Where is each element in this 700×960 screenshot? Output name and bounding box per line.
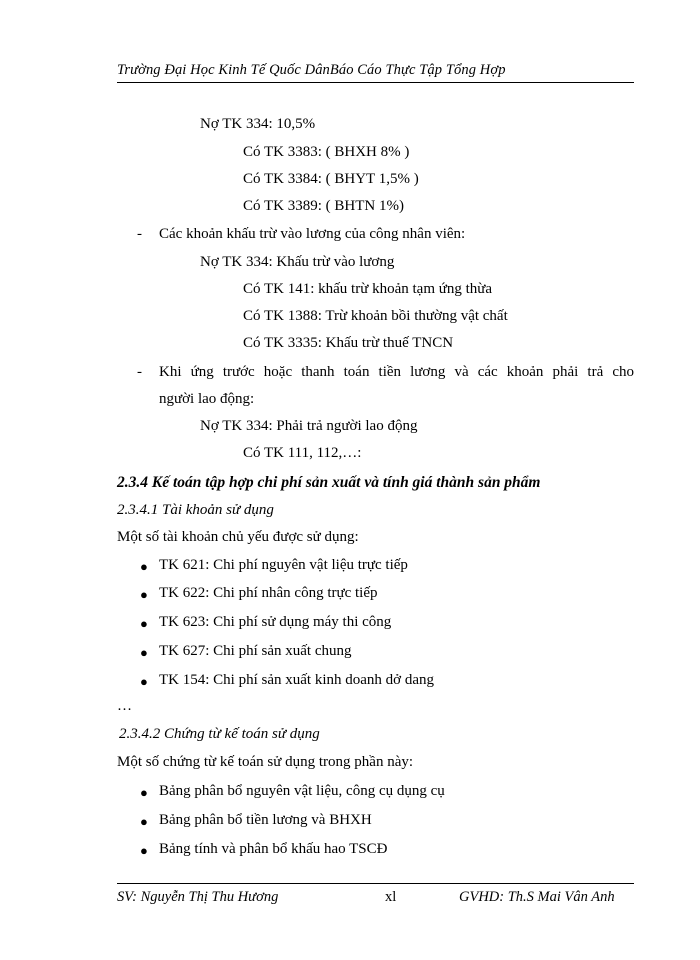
bullet-icon: ●	[140, 559, 148, 574]
item3-credit: Có TK 111, 112,…:	[243, 445, 362, 461]
footer-student: SV: Nguyễn Thị Thu Hương	[117, 889, 279, 905]
bullet-icon: ●	[140, 843, 148, 858]
bullet-icon: ●	[140, 785, 148, 800]
item2-dash: -	[137, 226, 142, 242]
bullet-icon: ●	[140, 616, 148, 631]
list-item: TK 154: Chi phí sản xuất kinh doanh dở dang	[159, 672, 434, 688]
list-item: Bảng phân bổ tiền lương và BHXH	[159, 812, 372, 828]
section-234-heading: 2.3.4 Kế toán tập hợp chi phí sản xuất và tính giá thành sản phẩm	[117, 474, 541, 491]
bullet-icon: ●	[140, 814, 148, 829]
section-2342-intro: Một số chứng từ kế toán sử dụng trong phần này:	[117, 754, 414, 770]
item3-line2: người lao động:	[159, 391, 255, 407]
bullet-icon: ●	[140, 674, 148, 689]
item2-debit: Nợ TK 334: Khấu trừ vào lương	[200, 254, 395, 270]
entry1-debit: Nợ TK 334: 10,5%	[200, 116, 316, 132]
footer-rule	[117, 883, 634, 884]
page-number: xl	[385, 889, 397, 905]
list-item: Bảng phân bổ nguyên vật liệu, công cụ dụng cụ	[159, 783, 445, 799]
ellipsis: …	[117, 698, 132, 714]
list-item: TK 623: Chi phí sử dụng máy thi công	[159, 614, 392, 630]
bullet-icon: ●	[140, 587, 148, 602]
entry1-credit-3: Có TK 3389: ( BHTN 1%)	[243, 198, 404, 214]
item2-credit-2: Có TK 1388: Trừ khoản bồi thường vật chất	[243, 308, 508, 324]
entry1-credit-1: Có TK 3383: ( BHXH 8% )	[243, 144, 410, 160]
footer-advisor: GVHD: Th.S Mai Vân Anh	[459, 889, 615, 905]
list-item: TK 627: Chi phí sản xuất chung	[159, 643, 352, 659]
section-2341-heading: 2.3.4.1 Tài khoản sử dụng	[117, 502, 274, 518]
item3-dash: -	[137, 364, 142, 380]
list-item: TK 621: Chi phí nguyên vật liệu trực tiếp	[159, 557, 408, 573]
item2-credit-1: Có TK 141: khấu trừ khoản tạm ứng thừa	[243, 281, 493, 297]
item3-debit: Nợ TK 334: Phải trả người lao động	[200, 418, 418, 434]
bullet-icon: ●	[140, 645, 148, 660]
list-item: TK 622: Chi phí nhân công trực tiếp	[159, 585, 378, 601]
page-header: Trường Đại Học Kinh Tế Quốc DânBáo Cáo Thực Tập Tổng Hợp	[117, 62, 506, 78]
item3-line1: Khi ứng trước hoặc thanh toán tiền lương và các khoản phải trả cho	[159, 364, 634, 380]
header-rule	[117, 82, 634, 83]
item2-text: Các khoản khấu trừ vào lương của công nhân viên:	[159, 226, 466, 242]
list-item: Bảng tính và phân bổ khấu hao TSCĐ	[159, 841, 388, 857]
section-2341-intro: Một số tài khoản chủ yếu được sử dụng:	[117, 529, 359, 545]
entry1-credit-2: Có TK 3384: ( BHYT 1,5% )	[243, 171, 419, 187]
item2-credit-3: Có TK 3335: Khấu trừ thuế TNCN	[243, 335, 454, 351]
section-2342-heading: 2.3.4.2 Chứng từ kế toán sử dụng	[119, 726, 320, 742]
